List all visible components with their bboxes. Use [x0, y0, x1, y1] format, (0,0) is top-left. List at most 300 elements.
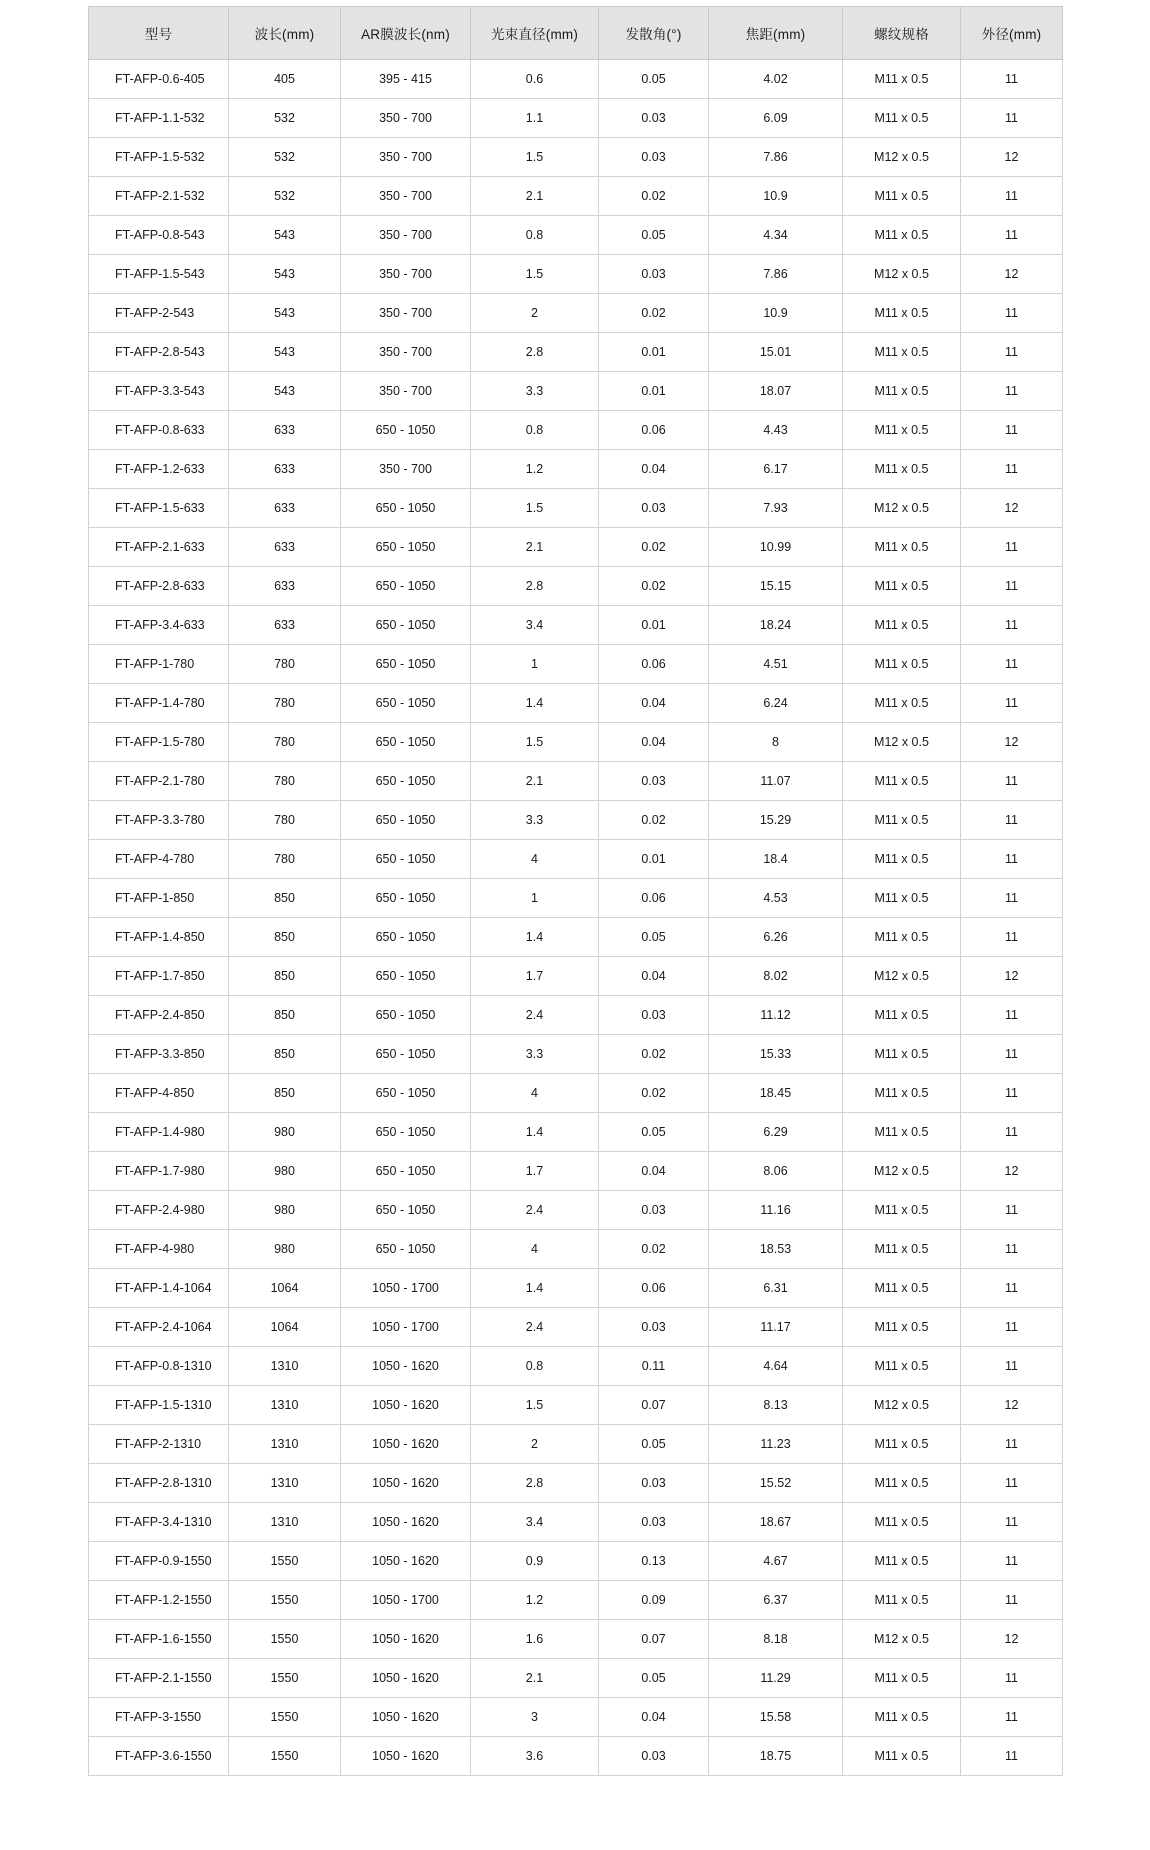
cell-beam-diameter: 0.8	[471, 1347, 599, 1386]
cell-model: FT-AFP-0.8-633	[89, 411, 229, 450]
cell-beam-diameter: 2	[471, 294, 599, 333]
column-header-outer-diameter: 外径(mm)	[961, 7, 1063, 60]
cell-thread-spec: M11 x 0.5	[843, 333, 961, 372]
column-header-model: 型号	[89, 7, 229, 60]
cell-ar-coating-wavelength: 1050 - 1620	[341, 1659, 471, 1698]
cell-divergence-angle: 0.03	[599, 762, 709, 801]
column-header-ar-coating-wavelength: AR膜波长(nm)	[341, 7, 471, 60]
cell-outer-diameter: 11	[961, 1464, 1063, 1503]
table-row	[89, 60, 1063, 99]
table-row	[89, 801, 1063, 840]
cell-wavelength: 1310	[229, 1386, 341, 1425]
cell-ar-coating-wavelength: 1050 - 1620	[341, 1737, 471, 1776]
cell-model: FT-AFP-4-850	[89, 1074, 229, 1113]
cell-focal-length: 4.43	[709, 411, 843, 450]
cell-wavelength: 850	[229, 1035, 341, 1074]
cell-thread-spec: M11 x 0.5	[843, 1737, 961, 1776]
cell-ar-coating-wavelength: 350 - 700	[341, 177, 471, 216]
cell-focal-length: 8.06	[709, 1152, 843, 1191]
cell-beam-diameter: 2.8	[471, 567, 599, 606]
cell-model: FT-AFP-0.8-1310	[89, 1347, 229, 1386]
cell-thread-spec: M11 x 0.5	[843, 1269, 961, 1308]
cell-ar-coating-wavelength: 1050 - 1620	[341, 1503, 471, 1542]
cell-thread-spec: M11 x 0.5	[843, 60, 961, 99]
cell-ar-coating-wavelength: 1050 - 1700	[341, 1308, 471, 1347]
cell-beam-diameter: 1.5	[471, 723, 599, 762]
cell-wavelength: 1064	[229, 1269, 341, 1308]
cell-focal-length: 6.29	[709, 1113, 843, 1152]
cell-outer-diameter: 11	[961, 333, 1063, 372]
cell-divergence-angle: 0.04	[599, 450, 709, 489]
cell-focal-length: 11.29	[709, 1659, 843, 1698]
cell-thread-spec: M12 x 0.5	[843, 1152, 961, 1191]
table-row	[89, 333, 1063, 372]
cell-divergence-angle: 0.03	[599, 489, 709, 528]
cell-model: FT-AFP-1.6-1550	[89, 1620, 229, 1659]
cell-divergence-angle: 0.04	[599, 684, 709, 723]
cell-ar-coating-wavelength: 395 - 415	[341, 60, 471, 99]
cell-outer-diameter: 11	[961, 1074, 1063, 1113]
cell-thread-spec: M11 x 0.5	[843, 801, 961, 840]
cell-beam-diameter: 1.5	[471, 489, 599, 528]
cell-outer-diameter: 12	[961, 723, 1063, 762]
cell-wavelength: 1550	[229, 1659, 341, 1698]
cell-model: FT-AFP-1.5-543	[89, 255, 229, 294]
cell-ar-coating-wavelength: 650 - 1050	[341, 1074, 471, 1113]
cell-divergence-angle: 0.13	[599, 1542, 709, 1581]
cell-divergence-angle: 0.09	[599, 1581, 709, 1620]
cell-thread-spec: M11 x 0.5	[843, 918, 961, 957]
cell-beam-diameter: 2.8	[471, 1464, 599, 1503]
cell-wavelength: 980	[229, 1113, 341, 1152]
cell-focal-length: 15.33	[709, 1035, 843, 1074]
cell-beam-diameter: 3.3	[471, 1035, 599, 1074]
cell-thread-spec: M11 x 0.5	[843, 996, 961, 1035]
cell-model: FT-AFP-1-780	[89, 645, 229, 684]
cell-thread-spec: M11 x 0.5	[843, 1581, 961, 1620]
cell-model: FT-AFP-2.4-1064	[89, 1308, 229, 1347]
cell-model: FT-AFP-3.4-633	[89, 606, 229, 645]
cell-thread-spec: M11 x 0.5	[843, 528, 961, 567]
cell-beam-diameter: 0.8	[471, 411, 599, 450]
cell-divergence-angle: 0.06	[599, 645, 709, 684]
cell-focal-length: 8	[709, 723, 843, 762]
cell-divergence-angle: 0.11	[599, 1347, 709, 1386]
cell-ar-coating-wavelength: 1050 - 1620	[341, 1425, 471, 1464]
cell-outer-diameter: 11	[961, 1269, 1063, 1308]
cell-ar-coating-wavelength: 650 - 1050	[341, 801, 471, 840]
cell-thread-spec: M11 x 0.5	[843, 1113, 961, 1152]
cell-divergence-angle: 0.04	[599, 1152, 709, 1191]
cell-ar-coating-wavelength: 350 - 700	[341, 450, 471, 489]
cell-divergence-angle: 0.02	[599, 801, 709, 840]
cell-thread-spec: M11 x 0.5	[843, 99, 961, 138]
table-row	[89, 1464, 1063, 1503]
table-row	[89, 255, 1063, 294]
cell-divergence-angle: 0.06	[599, 879, 709, 918]
table-row	[89, 762, 1063, 801]
column-header-wavelength: 波长(mm)	[229, 7, 341, 60]
cell-divergence-angle: 0.04	[599, 723, 709, 762]
cell-model: FT-AFP-1.4-1064	[89, 1269, 229, 1308]
cell-ar-coating-wavelength: 650 - 1050	[341, 489, 471, 528]
cell-wavelength: 1310	[229, 1425, 341, 1464]
table-row	[89, 684, 1063, 723]
cell-model: FT-AFP-1.7-850	[89, 957, 229, 996]
cell-outer-diameter: 11	[961, 1308, 1063, 1347]
cell-ar-coating-wavelength: 1050 - 1700	[341, 1269, 471, 1308]
cell-beam-diameter: 0.8	[471, 216, 599, 255]
cell-beam-diameter: 3	[471, 1698, 599, 1737]
table-row	[89, 645, 1063, 684]
cell-divergence-angle: 0.07	[599, 1386, 709, 1425]
cell-beam-diameter: 1.5	[471, 138, 599, 177]
cell-focal-length: 4.02	[709, 60, 843, 99]
cell-wavelength: 1550	[229, 1620, 341, 1659]
cell-beam-diameter: 1	[471, 645, 599, 684]
cell-thread-spec: M11 x 0.5	[843, 177, 961, 216]
cell-divergence-angle: 0.05	[599, 918, 709, 957]
cell-focal-length: 8.13	[709, 1386, 843, 1425]
cell-focal-length: 10.9	[709, 177, 843, 216]
cell-model: FT-AFP-1.4-780	[89, 684, 229, 723]
cell-beam-diameter: 1.5	[471, 255, 599, 294]
cell-model: FT-AFP-2.1-532	[89, 177, 229, 216]
cell-wavelength: 543	[229, 372, 341, 411]
cell-focal-length: 11.17	[709, 1308, 843, 1347]
cell-ar-coating-wavelength: 650 - 1050	[341, 879, 471, 918]
cell-beam-diameter: 1.1	[471, 99, 599, 138]
cell-wavelength: 1550	[229, 1698, 341, 1737]
cell-ar-coating-wavelength: 650 - 1050	[341, 645, 471, 684]
cell-focal-length: 15.58	[709, 1698, 843, 1737]
cell-outer-diameter: 11	[961, 450, 1063, 489]
cell-focal-length: 6.31	[709, 1269, 843, 1308]
cell-thread-spec: M11 x 0.5	[843, 411, 961, 450]
cell-ar-coating-wavelength: 350 - 700	[341, 333, 471, 372]
cell-focal-length: 11.07	[709, 762, 843, 801]
cell-divergence-angle: 0.02	[599, 294, 709, 333]
cell-wavelength: 780	[229, 801, 341, 840]
cell-model: FT-AFP-2.1-633	[89, 528, 229, 567]
cell-ar-coating-wavelength: 650 - 1050	[341, 957, 471, 996]
cell-model: FT-AFP-0.8-543	[89, 216, 229, 255]
cell-ar-coating-wavelength: 650 - 1050	[341, 567, 471, 606]
cell-thread-spec: M11 x 0.5	[843, 1542, 961, 1581]
column-header-focal-length: 焦距(mm)	[709, 7, 843, 60]
cell-wavelength: 980	[229, 1152, 341, 1191]
cell-thread-spec: M11 x 0.5	[843, 1035, 961, 1074]
cell-divergence-angle: 0.01	[599, 606, 709, 645]
cell-beam-diameter: 2.4	[471, 996, 599, 1035]
table-row	[89, 1152, 1063, 1191]
cell-focal-length: 7.93	[709, 489, 843, 528]
cell-thread-spec: M11 x 0.5	[843, 606, 961, 645]
cell-outer-diameter: 11	[961, 1737, 1063, 1776]
cell-outer-diameter: 11	[961, 606, 1063, 645]
cell-focal-length: 18.45	[709, 1074, 843, 1113]
table-row	[89, 1425, 1063, 1464]
column-header-divergence-angle: 发散角(°)	[599, 7, 709, 60]
cell-beam-diameter: 1.7	[471, 957, 599, 996]
cell-model: FT-AFP-1.1-532	[89, 99, 229, 138]
cell-model: FT-AFP-2.8-633	[89, 567, 229, 606]
cell-divergence-angle: 0.05	[599, 1659, 709, 1698]
cell-wavelength: 780	[229, 645, 341, 684]
table-row	[89, 1698, 1063, 1737]
cell-divergence-angle: 0.03	[599, 1191, 709, 1230]
cell-focal-length: 4.34	[709, 216, 843, 255]
cell-wavelength: 543	[229, 333, 341, 372]
cell-outer-diameter: 11	[961, 1503, 1063, 1542]
cell-outer-diameter: 11	[961, 762, 1063, 801]
cell-divergence-angle: 0.02	[599, 177, 709, 216]
table-row	[89, 1074, 1063, 1113]
cell-focal-length: 11.16	[709, 1191, 843, 1230]
cell-divergence-angle: 0.02	[599, 1074, 709, 1113]
cell-focal-length: 18.67	[709, 1503, 843, 1542]
cell-divergence-angle: 0.01	[599, 333, 709, 372]
cell-divergence-angle: 0.02	[599, 1230, 709, 1269]
table-header	[89, 7, 1063, 60]
cell-wavelength: 980	[229, 1191, 341, 1230]
cell-wavelength: 532	[229, 177, 341, 216]
cell-model: FT-AFP-3.4-1310	[89, 1503, 229, 1542]
cell-outer-diameter: 11	[961, 60, 1063, 99]
cell-outer-diameter: 11	[961, 1425, 1063, 1464]
cell-outer-diameter: 12	[961, 1152, 1063, 1191]
cell-outer-diameter: 11	[961, 996, 1063, 1035]
cell-beam-diameter: 2.1	[471, 177, 599, 216]
cell-ar-coating-wavelength: 650 - 1050	[341, 1230, 471, 1269]
cell-focal-length: 10.99	[709, 528, 843, 567]
cell-thread-spec: M11 x 0.5	[843, 1698, 961, 1737]
column-header-thread-spec: 螺纹规格	[843, 7, 961, 60]
cell-wavelength: 780	[229, 684, 341, 723]
cell-focal-length: 10.9	[709, 294, 843, 333]
cell-outer-diameter: 11	[961, 918, 1063, 957]
cell-divergence-angle: 0.03	[599, 138, 709, 177]
cell-thread-spec: M12 x 0.5	[843, 255, 961, 294]
table-row	[89, 489, 1063, 528]
cell-ar-coating-wavelength: 650 - 1050	[341, 840, 471, 879]
cell-thread-spec: M11 x 0.5	[843, 1191, 961, 1230]
cell-focal-length: 15.15	[709, 567, 843, 606]
table-row	[89, 1659, 1063, 1698]
cell-outer-diameter: 11	[961, 1035, 1063, 1074]
cell-focal-length: 18.4	[709, 840, 843, 879]
cell-divergence-angle: 0.06	[599, 411, 709, 450]
cell-model: FT-AFP-3.3-780	[89, 801, 229, 840]
cell-beam-diameter: 2.1	[471, 762, 599, 801]
cell-model: FT-AFP-3-1550	[89, 1698, 229, 1737]
table-row	[89, 1581, 1063, 1620]
cell-outer-diameter: 11	[961, 1581, 1063, 1620]
cell-focal-length: 15.01	[709, 333, 843, 372]
cell-model: FT-AFP-3.3-850	[89, 1035, 229, 1074]
cell-focal-length: 8.02	[709, 957, 843, 996]
table-row	[89, 1035, 1063, 1074]
cell-model: FT-AFP-4-980	[89, 1230, 229, 1269]
table-row	[89, 1542, 1063, 1581]
cell-outer-diameter: 11	[961, 840, 1063, 879]
cell-divergence-angle: 0.05	[599, 1113, 709, 1152]
cell-beam-diameter: 1.7	[471, 1152, 599, 1191]
table-row	[89, 996, 1063, 1035]
cell-wavelength: 633	[229, 489, 341, 528]
cell-ar-coating-wavelength: 350 - 700	[341, 294, 471, 333]
cell-wavelength: 780	[229, 723, 341, 762]
cell-outer-diameter: 11	[961, 372, 1063, 411]
cell-beam-diameter: 3.6	[471, 1737, 599, 1776]
cell-divergence-angle: 0.03	[599, 1503, 709, 1542]
cell-focal-length: 6.09	[709, 99, 843, 138]
table-row	[89, 450, 1063, 489]
cell-beam-diameter: 1.5	[471, 1386, 599, 1425]
cell-thread-spec: M11 x 0.5	[843, 1425, 961, 1464]
cell-ar-coating-wavelength: 650 - 1050	[341, 996, 471, 1035]
cell-beam-diameter: 0.9	[471, 1542, 599, 1581]
cell-divergence-angle: 0.03	[599, 99, 709, 138]
cell-thread-spec: M11 x 0.5	[843, 567, 961, 606]
cell-wavelength: 850	[229, 996, 341, 1035]
cell-ar-coating-wavelength: 1050 - 1620	[341, 1386, 471, 1425]
cell-wavelength: 1550	[229, 1581, 341, 1620]
table-row	[89, 957, 1063, 996]
cell-ar-coating-wavelength: 350 - 700	[341, 216, 471, 255]
cell-ar-coating-wavelength: 650 - 1050	[341, 1035, 471, 1074]
cell-thread-spec: M11 x 0.5	[843, 840, 961, 879]
cell-focal-length: 15.52	[709, 1464, 843, 1503]
cell-wavelength: 1550	[229, 1737, 341, 1776]
table-row	[89, 918, 1063, 957]
table-row	[89, 138, 1063, 177]
cell-divergence-angle: 0.02	[599, 567, 709, 606]
cell-outer-diameter: 12	[961, 1620, 1063, 1659]
cell-thread-spec: M11 x 0.5	[843, 1308, 961, 1347]
cell-focal-length: 11.12	[709, 996, 843, 1035]
table-row	[89, 1503, 1063, 1542]
cell-divergence-angle: 0.05	[599, 216, 709, 255]
cell-ar-coating-wavelength: 650 - 1050	[341, 918, 471, 957]
cell-model: FT-AFP-2-543	[89, 294, 229, 333]
cell-wavelength: 532	[229, 99, 341, 138]
cell-ar-coating-wavelength: 1050 - 1620	[341, 1347, 471, 1386]
specification-table	[88, 6, 1063, 1776]
cell-focal-length: 6.24	[709, 684, 843, 723]
cell-outer-diameter: 11	[961, 1230, 1063, 1269]
table-row	[89, 1386, 1063, 1425]
cell-wavelength: 633	[229, 528, 341, 567]
cell-thread-spec: M11 x 0.5	[843, 684, 961, 723]
cell-divergence-angle: 0.01	[599, 372, 709, 411]
cell-focal-length: 11.23	[709, 1425, 843, 1464]
cell-model: FT-AFP-0.9-1550	[89, 1542, 229, 1581]
cell-focal-length: 18.53	[709, 1230, 843, 1269]
cell-outer-diameter: 11	[961, 1698, 1063, 1737]
cell-thread-spec: M12 x 0.5	[843, 138, 961, 177]
cell-beam-diameter: 3.4	[471, 606, 599, 645]
table-row	[89, 879, 1063, 918]
cell-divergence-angle: 0.04	[599, 1698, 709, 1737]
table-row	[89, 411, 1063, 450]
cell-focal-length: 4.67	[709, 1542, 843, 1581]
cell-outer-diameter: 12	[961, 1386, 1063, 1425]
table-row	[89, 1620, 1063, 1659]
table-row	[89, 177, 1063, 216]
cell-ar-coating-wavelength: 1050 - 1700	[341, 1581, 471, 1620]
cell-divergence-angle: 0.03	[599, 1464, 709, 1503]
cell-focal-length: 15.29	[709, 801, 843, 840]
cell-divergence-angle: 0.05	[599, 1425, 709, 1464]
cell-outer-diameter: 11	[961, 1191, 1063, 1230]
cell-ar-coating-wavelength: 650 - 1050	[341, 528, 471, 567]
cell-ar-coating-wavelength: 350 - 700	[341, 255, 471, 294]
cell-ar-coating-wavelength: 650 - 1050	[341, 606, 471, 645]
cell-model: FT-AFP-1.2-633	[89, 450, 229, 489]
cell-wavelength: 850	[229, 918, 341, 957]
cell-thread-spec: M11 x 0.5	[843, 372, 961, 411]
cell-model: FT-AFP-1.5-532	[89, 138, 229, 177]
cell-outer-diameter: 11	[961, 1659, 1063, 1698]
table-row	[89, 723, 1063, 762]
cell-focal-length: 7.86	[709, 255, 843, 294]
cell-thread-spec: M11 x 0.5	[843, 216, 961, 255]
cell-model: FT-AFP-2.4-980	[89, 1191, 229, 1230]
cell-wavelength: 1310	[229, 1347, 341, 1386]
cell-thread-spec: M12 x 0.5	[843, 1620, 961, 1659]
cell-ar-coating-wavelength: 650 - 1050	[341, 411, 471, 450]
cell-outer-diameter: 12	[961, 957, 1063, 996]
cell-model: FT-AFP-2.1-1550	[89, 1659, 229, 1698]
cell-model: FT-AFP-1.2-1550	[89, 1581, 229, 1620]
table-row	[89, 99, 1063, 138]
cell-wavelength: 633	[229, 606, 341, 645]
cell-ar-coating-wavelength: 1050 - 1620	[341, 1698, 471, 1737]
cell-outer-diameter: 11	[961, 1113, 1063, 1152]
cell-outer-diameter: 11	[961, 411, 1063, 450]
cell-wavelength: 780	[229, 762, 341, 801]
cell-focal-length: 18.07	[709, 372, 843, 411]
cell-wavelength: 850	[229, 1074, 341, 1113]
cell-model: FT-AFP-1.5-780	[89, 723, 229, 762]
table-row	[89, 840, 1063, 879]
table-row	[89, 567, 1063, 606]
cell-divergence-angle: 0.07	[599, 1620, 709, 1659]
cell-model: FT-AFP-4-780	[89, 840, 229, 879]
cell-ar-coating-wavelength: 650 - 1050	[341, 1152, 471, 1191]
cell-divergence-angle: 0.03	[599, 255, 709, 294]
cell-model: FT-AFP-2.1-780	[89, 762, 229, 801]
cell-divergence-angle: 0.03	[599, 1737, 709, 1776]
cell-beam-diameter: 1.2	[471, 1581, 599, 1620]
cell-focal-length: 8.18	[709, 1620, 843, 1659]
cell-thread-spec: M11 x 0.5	[843, 1464, 961, 1503]
table-row	[89, 1737, 1063, 1776]
cell-thread-spec: M11 x 0.5	[843, 1347, 961, 1386]
cell-focal-length: 7.86	[709, 138, 843, 177]
cell-thread-spec: M11 x 0.5	[843, 1503, 961, 1542]
cell-outer-diameter: 11	[961, 645, 1063, 684]
cell-beam-diameter: 2.4	[471, 1191, 599, 1230]
cell-ar-coating-wavelength: 650 - 1050	[341, 1113, 471, 1152]
cell-beam-diameter: 4	[471, 1074, 599, 1113]
cell-model: FT-AFP-1.5-633	[89, 489, 229, 528]
cell-focal-length: 4.64	[709, 1347, 843, 1386]
cell-model: FT-AFP-2.4-850	[89, 996, 229, 1035]
table-row	[89, 372, 1063, 411]
cell-wavelength: 980	[229, 1230, 341, 1269]
